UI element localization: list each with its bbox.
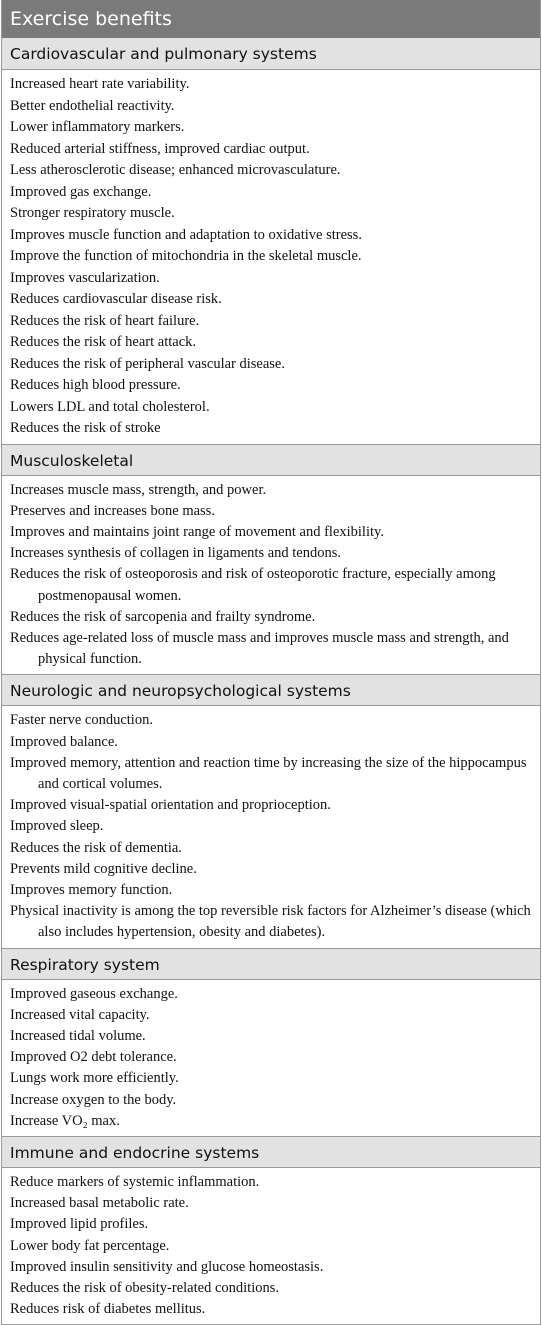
list-item: Reduces the risk of sarcopenia and frailty syndrome. [10, 608, 316, 625]
list-item: Lowers LDL and total cholesterol. [10, 398, 210, 415]
list-item: Increase oxygen to the body. [10, 1091, 177, 1108]
table-title: Exercise benefits [2, 0, 540, 38]
list-item: Improved lipid profiles. [10, 1216, 149, 1233]
list-item: Reduces the risk of osteoporosis and risk of osteoporotic fracture, especially among postmenopausal women. [10, 566, 496, 604]
list-item: Improves muscle function and adaptation to oxidative stress. [10, 226, 362, 243]
list-item: Improved gas exchange. [10, 183, 152, 200]
section-heading: Cardiovascular and pulmonary systems [2, 38, 540, 70]
list-item: Increases synthesis of collagen in ligaments and tendons. [10, 545, 342, 562]
list-item: Increased basal metabolic rate. [10, 1195, 189, 1212]
section-heading: Neurologic and neuropsychological systems [2, 674, 540, 706]
section-heading: Immune and endocrine systems [2, 1136, 540, 1168]
list-item: Improved balance. [10, 733, 118, 750]
list-item: Reduces high blood pressure. [10, 377, 181, 393]
list-item: Improved visual-spatial orientation and proprioception. [10, 797, 331, 814]
table-body [2, 38, 540, 1324]
list-item: Reduces the risk of obesity-related conditions. [10, 1280, 279, 1296]
list-item: Lower inflammatory markers. [10, 119, 185, 135]
list-item: Lower body fat percentage. [10, 1237, 170, 1254]
section-items [2, 706, 540, 947]
section-items [2, 1168, 540, 1324]
list-item: Reduces the risk of stroke [10, 420, 161, 436]
list-item: Reduces cardiovascular disease risk. [10, 291, 222, 307]
list-item: Reduce markers of systemic inflammation. [10, 1173, 260, 1190]
list-item: Improved O2 debt tolerance. [10, 1049, 177, 1066]
section-items [2, 980, 540, 1136]
benefits-table [1, 0, 541, 1325]
list-item: Better endothelial reactivity. [10, 97, 175, 114]
list-item: Reduces the risk of heart attack. [10, 334, 197, 350]
list-item: Reduces the risk of heart failure. [10, 312, 200, 329]
list-item: Increased heart rate variability. [10, 76, 190, 92]
list-item: Preserves and increases bone mass. [10, 502, 215, 519]
list-item: Improves memory function. [10, 881, 173, 898]
list-item: Increased vital capacity. [10, 1006, 150, 1023]
list-item: Increase VO₂ max. [10, 1112, 120, 1129]
list-item: Reduces age-related loss of muscle mass and improves muscle mass and strength, and physical function. [10, 629, 509, 668]
list-item: Improved insulin sensitivity and glucose homeostasis. [10, 1258, 324, 1275]
list-item: Increases muscle mass, strength, and power. [10, 481, 267, 498]
list-item: Stronger respiratory muscle. [10, 205, 175, 221]
list-item: Reduces risk of diabetes mellitus. [10, 1301, 206, 1318]
list-item: Increased tidal volume. [10, 1027, 146, 1044]
section-heading: Respiratory system [2, 948, 540, 980]
list-item: Improves and maintains joint range of movement and flexibility. [10, 523, 384, 540]
list-item: Improve the function of mitochondria in the skeletal muscle. [10, 248, 362, 264]
list-item: Reduced arterial stiffness, improved cardiac output. [10, 140, 310, 157]
list-item: Faster nerve conduction. [10, 712, 153, 729]
list-item: Less atherosclerotic disease; enhanced microvasculature. [10, 162, 341, 178]
list-item: Improved gaseous exchange. [10, 985, 178, 1002]
section-heading: Musculoskeletal [2, 444, 540, 476]
list-item: Reduces the risk of dementia. [10, 839, 182, 856]
list-item: Lungs work more efficiently. [10, 1070, 179, 1087]
section-items [2, 476, 540, 675]
list-item: Improved sleep. [10, 818, 104, 835]
list-item: Prevents mild cognitive decline. [10, 860, 197, 877]
list-item: Reduces the risk of peripheral vascular disease. [10, 355, 285, 372]
list-item: Improves vascularization. [10, 269, 160, 286]
list-item: Improved memory, attention and reaction time by increasing the size of the hippocampus and cortical volumes. [10, 754, 527, 792]
section-items [2, 70, 540, 444]
list-item: Physical inactivity is among the top reversible risk factors for Alzheimer’s disease (which also includes hypertension, obesity and diabetes). [10, 903, 531, 941]
